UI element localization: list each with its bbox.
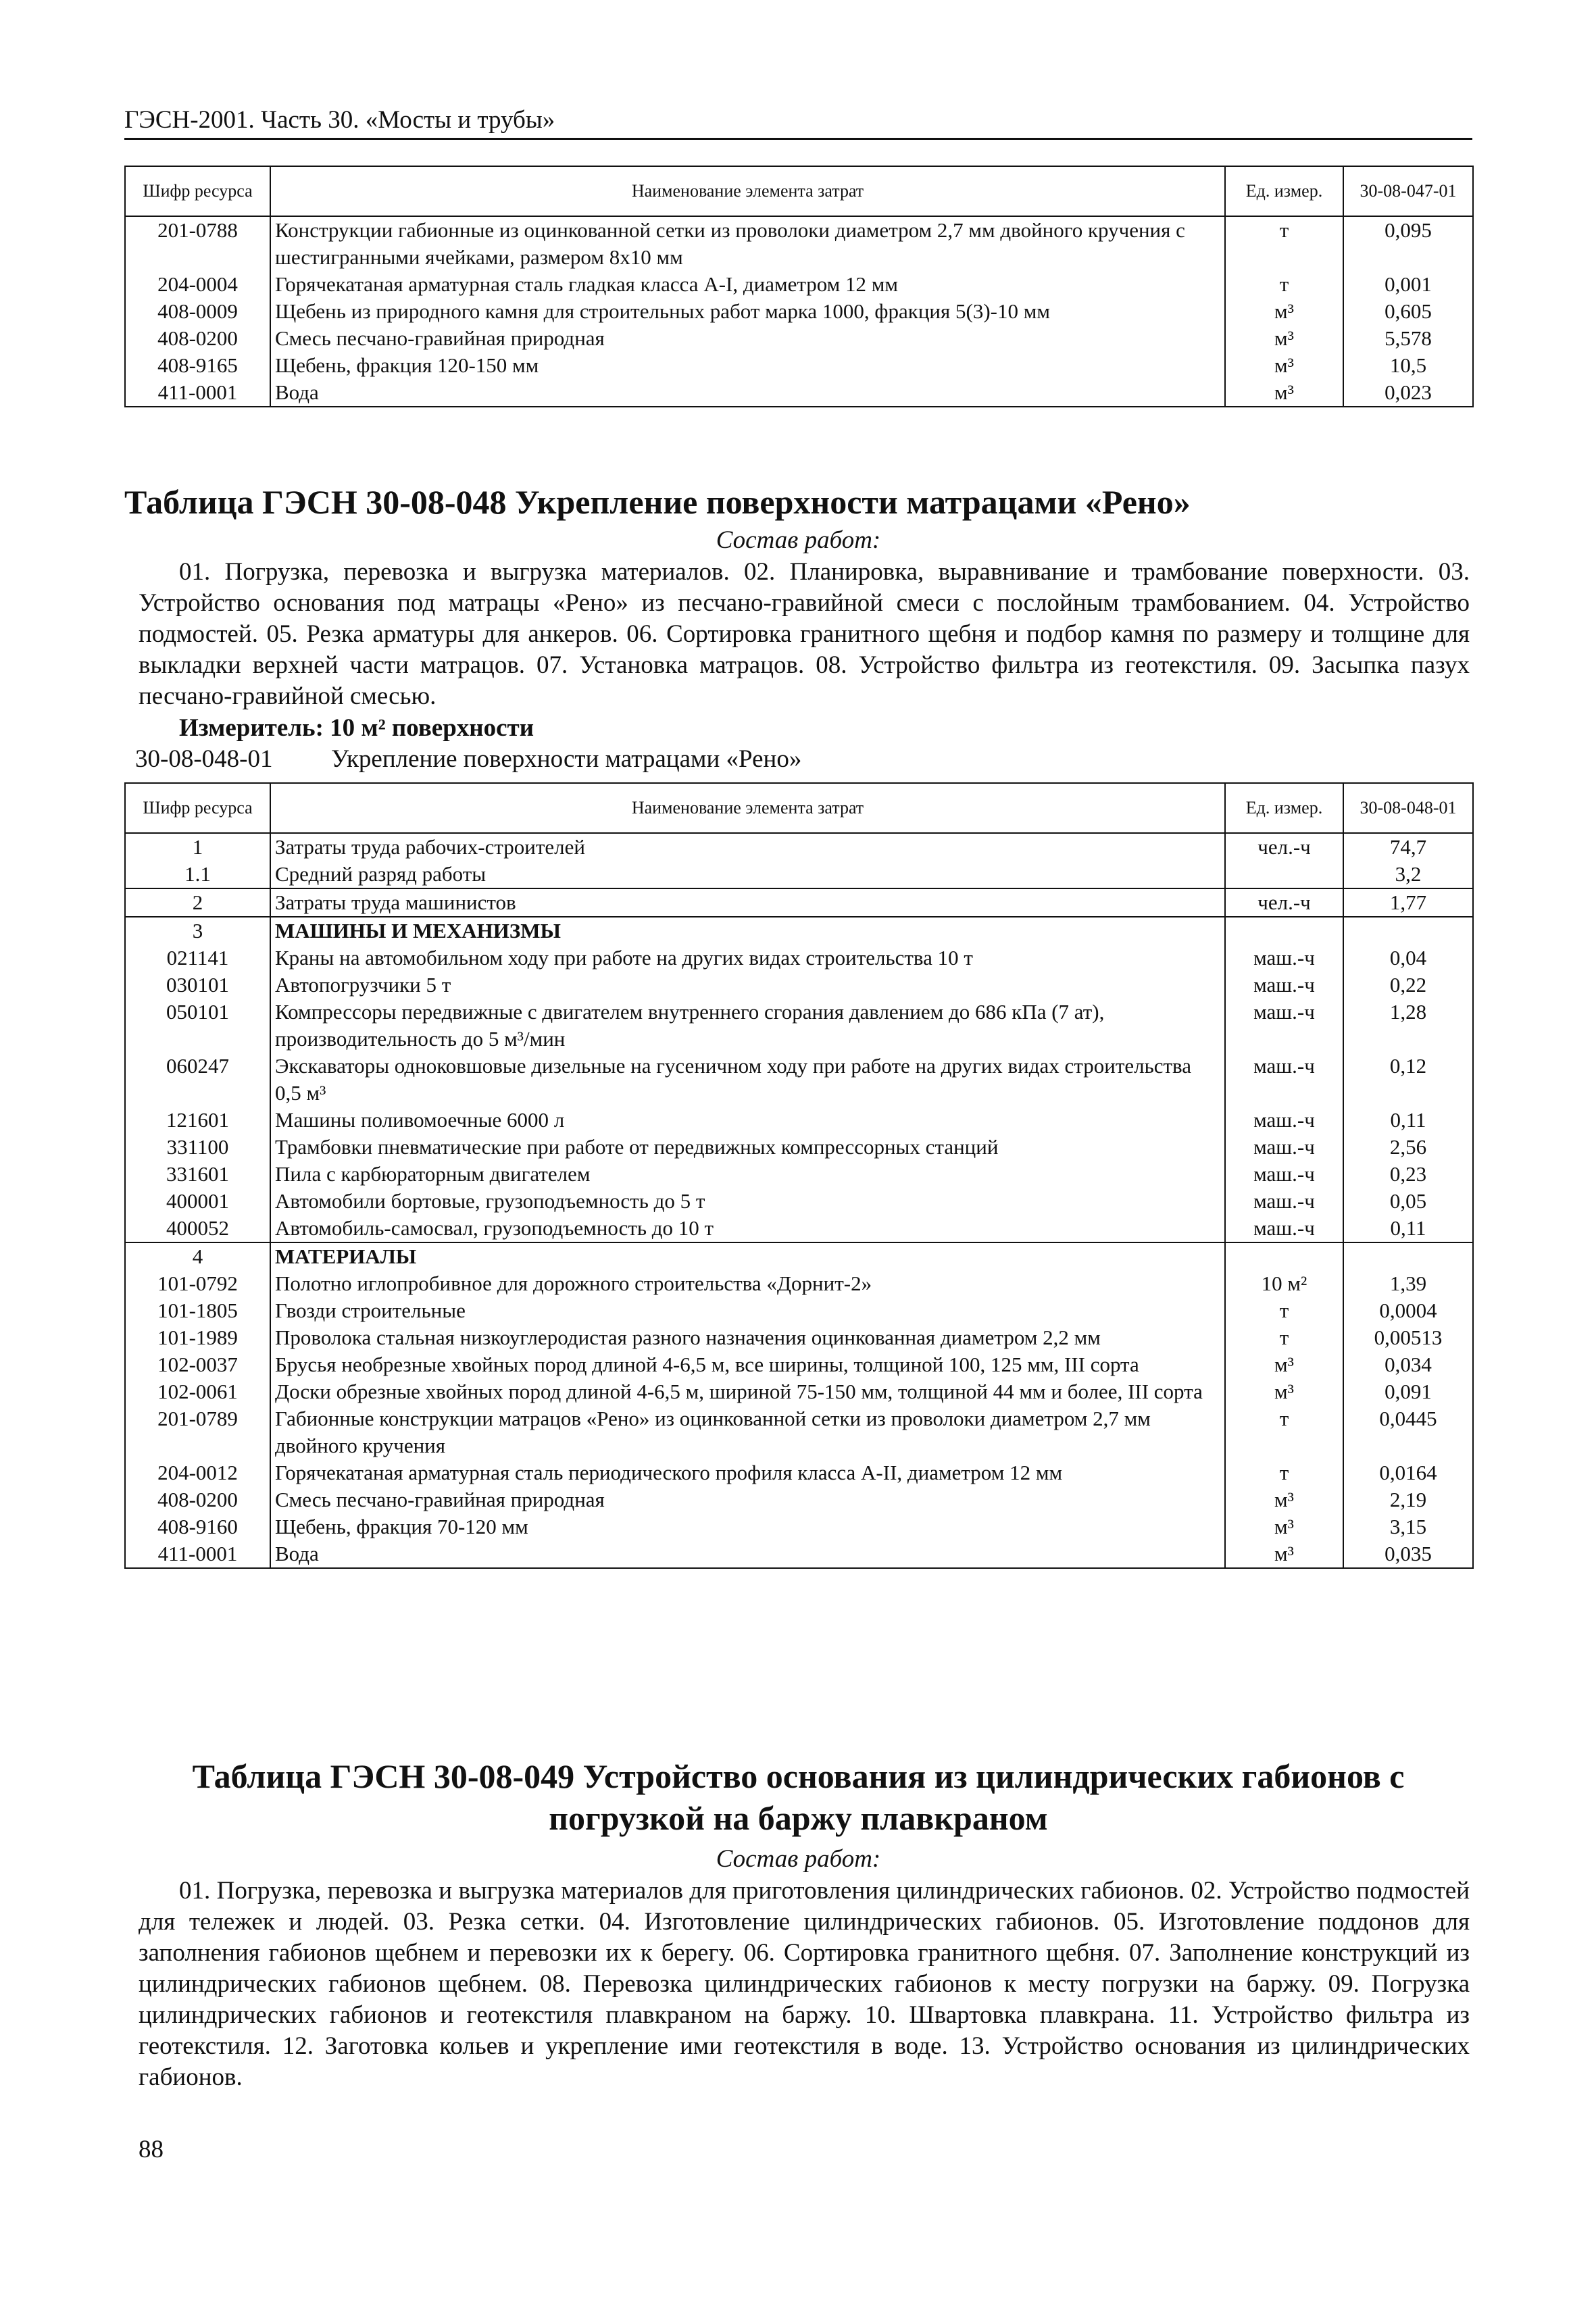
table-row — [125, 917, 1473, 945]
cell-unit: м³ — [1225, 1540, 1343, 1568]
cell-name: Машины поливомоечные 6000 л — [270, 1107, 1225, 1134]
section-title-049-line2: погрузкой на баржу плавкраном — [549, 1799, 1048, 1837]
cell-code: 050101 — [125, 999, 270, 1053]
cell-unit: т — [1225, 1405, 1343, 1459]
cell-unit: т — [1225, 271, 1343, 298]
table-row — [125, 271, 1473, 298]
cell-name: Краны на автомобильном ходу при работе на других видах строительства 10 т — [270, 945, 1225, 972]
cell-value: 2,56 — [1343, 1134, 1473, 1161]
cell-name: Брусья необрезные хвойных пород длиной 4-6,5 м, все ширины, толщиной 100, 125 мм, III сорта — [270, 1351, 1225, 1378]
cell-name: Проволока стальная низкоуглеродистая разного назначения оцинкованная диаметром 2,2 мм — [270, 1324, 1225, 1351]
table-row — [125, 379, 1473, 407]
cell-code: 3 — [125, 917, 270, 945]
cell-name: Затраты труда рабочих-строителей — [270, 833, 1225, 861]
table-row — [125, 945, 1473, 972]
table-row — [125, 1324, 1473, 1351]
resource-table-048 — [124, 782, 1474, 1569]
cell-unit: м³ — [1225, 379, 1343, 407]
cell-value — [1343, 1242, 1473, 1270]
cell-code: 331601 — [125, 1161, 270, 1188]
cell-name: Габионные конструкции матрацов «Рено» из оцинкованной сетки из проволоки диаметром 2,7 мм двойного кручения — [270, 1405, 1225, 1459]
cell-unit: м³ — [1225, 1378, 1343, 1405]
table-row — [125, 861, 1473, 888]
col-header-value: 30-08-047-01 — [1343, 166, 1473, 216]
cell-unit — [1225, 861, 1343, 888]
cell-value: 0,001 — [1343, 271, 1473, 298]
cell-value: 0,0164 — [1343, 1459, 1473, 1486]
composition-text: 01. Погрузка, перевозка и выгрузка материалов для приготовления цилиндрических габионов. 02. Устройство подмостей для тележек и людей. 03. Резка сетки. 04. Изготовление цилиндрических габионов. 05. Изготовление поддонов для заполнения габионов щебнем и перевозки их к берегу. 06. Сортировка гранитного щебня. 07. Заполнение конструкций из цилиндрических габионов щебнем. 08. Перевозка цилиндрических габионов к месту погрузки на баржу. 09. Погрузка цилиндрических габионов и геотекстиля плавкраном на баржу. 10. Швартовка плавкрана. 11. Устройство фильтра из геотекстиля. 12. Заготовка кольев и укрепление ими геотекстиля в воде. 13. Устройство основания из цилиндрических габионов. — [139, 1877, 1470, 2091]
cell-unit — [1225, 917, 1343, 945]
sub-item-code: 30-08-048-01 — [135, 745, 273, 773]
cell-name: МАШИНЫ И МЕХАНИЗМЫ — [270, 917, 1225, 945]
table-row — [125, 1297, 1473, 1324]
cell-unit: м³ — [1225, 1351, 1343, 1378]
table-row — [125, 1053, 1473, 1107]
cell-name: Щебень из природного камня для строительных работ марка 1000, фракция 5(3)-10 мм — [270, 298, 1225, 325]
composition-heading: Состав работ: — [716, 1845, 881, 1873]
cell-name: Автопогрузчики 5 т — [270, 972, 1225, 999]
table-row — [125, 1351, 1473, 1378]
cell-code: 400052 — [125, 1215, 270, 1242]
cell-unit: т — [1225, 216, 1343, 271]
cell-value: 0,0004 — [1343, 1297, 1473, 1324]
cell-code: 411-0001 — [125, 379, 270, 407]
cell-code: 1.1 — [125, 861, 270, 888]
cell-code: 400001 — [125, 1188, 270, 1215]
cell-name: Вода — [270, 1540, 1225, 1568]
cell-code: 060247 — [125, 1053, 270, 1107]
cell-code: 411-0001 — [125, 1540, 270, 1568]
table-row — [125, 298, 1473, 325]
cell-code: 331100 — [125, 1134, 270, 1161]
cell-value: 3,2 — [1343, 861, 1473, 888]
cell-code: 408-9160 — [125, 1513, 270, 1540]
cell-value: 10,5 — [1343, 352, 1473, 379]
cell-code: 2 — [125, 888, 270, 917]
cell-unit: чел.-ч — [1225, 833, 1343, 861]
cell-value: 0,23 — [1343, 1161, 1473, 1188]
cell-value: 0,091 — [1343, 1378, 1473, 1405]
cell-code: 4 — [125, 1242, 270, 1270]
col-header-unit: Ед. измер. — [1225, 166, 1343, 216]
cell-name: Пила с карбюраторным двигателем — [270, 1161, 1225, 1188]
cell-value: 0,035 — [1343, 1540, 1473, 1568]
table-row — [125, 325, 1473, 352]
cell-value: 0,095 — [1343, 216, 1473, 271]
sub-item-name: Укрепление поверхности матрацами «Рено» — [331, 745, 802, 773]
table-row — [125, 1161, 1473, 1188]
cell-value: 0,04 — [1343, 945, 1473, 972]
cell-unit: маш.-ч — [1225, 1161, 1343, 1188]
cell-name: Смесь песчано-гравийная природная — [270, 325, 1225, 352]
cell-value: 5,578 — [1343, 325, 1473, 352]
table-body — [125, 833, 1473, 1568]
cell-name: Компрессоры передвижные с двигателем внутреннего сгорания давлением до 686 кПа (7 ат), производительность до 5 м³/мин — [270, 999, 1225, 1053]
cell-value: 1,39 — [1343, 1270, 1473, 1297]
cell-name: Вода — [270, 379, 1225, 407]
col-header-value: 30-08-048-01 — [1343, 783, 1473, 833]
col-header-code: Шифр ресурса — [125, 166, 270, 216]
cell-name: Щебень, фракция 70-120 мм — [270, 1513, 1225, 1540]
cell-value: 0,605 — [1343, 298, 1473, 325]
cell-name: Средний разряд работы — [270, 861, 1225, 888]
cell-value: 0,034 — [1343, 1351, 1473, 1378]
sub-item-line — [135, 745, 801, 774]
cell-code: 204-0004 — [125, 271, 270, 298]
col-header-unit: Ед. измер. — [1225, 783, 1343, 833]
cell-code: 201-0789 — [125, 1405, 270, 1459]
cell-value: 1,28 — [1343, 999, 1473, 1053]
cell-name: Гвозди строительные — [270, 1297, 1225, 1324]
cell-unit: т — [1225, 1459, 1343, 1486]
cell-value: 0,11 — [1343, 1215, 1473, 1242]
cell-unit: маш.-ч — [1225, 1053, 1343, 1107]
cell-unit: маш.-ч — [1225, 1107, 1343, 1134]
table-row — [125, 833, 1473, 861]
cell-value: 1,77 — [1343, 888, 1473, 917]
cell-name: Автомобиль-самосвал, грузоподъемность до 10 т — [270, 1215, 1225, 1242]
cell-unit: т — [1225, 1297, 1343, 1324]
table-row — [125, 888, 1473, 917]
col-header-code: Шифр ресурса — [125, 783, 270, 833]
cell-code: 408-0200 — [125, 325, 270, 352]
cell-unit: чел.-ч — [1225, 888, 1343, 917]
cell-name: Экскаваторы одноковшовые дизельные на гусеничном ходу при работе на других видах строительства 0,5 м³ — [270, 1053, 1225, 1107]
cell-name: Щебень, фракция 120-150 мм — [270, 352, 1225, 379]
table-row — [125, 216, 1473, 271]
cell-unit — [1225, 1242, 1343, 1270]
meter-line: Измеритель: 10 м² поверхности — [179, 714, 534, 742]
table-row — [125, 1459, 1473, 1486]
table-row — [125, 1215, 1473, 1242]
table-row — [125, 972, 1473, 999]
cell-name: Смесь песчано-гравийная природная — [270, 1486, 1225, 1513]
cell-unit: м³ — [1225, 1486, 1343, 1513]
cell-unit: м³ — [1225, 352, 1343, 379]
cell-name: Конструкции габионные из оцинкованной сетки из проволоки диаметром 2,7 мм двойного кручения с шестигранными ячейками, размером 8х10 мм — [270, 216, 1225, 271]
cell-unit: маш.-ч — [1225, 1188, 1343, 1215]
table-row — [125, 1270, 1473, 1297]
table-row — [125, 1188, 1473, 1215]
cell-code: 121601 — [125, 1107, 270, 1134]
col-header-name: Наименование элемента затрат — [270, 166, 1225, 216]
cell-code: 030101 — [125, 972, 270, 999]
composition-text: 01. Погрузка, перевозка и выгрузка материалов. 02. Планировка, выравнивание и трамбование поверхности. 03. Устройство основания под матрацы «Рено» из песчано-гравийной смеси с послойным трамбованием. 04. Устройство подмостей. 05. Резка арматуры для анкеров. 06. Сортировка гранитного щебня и подбор камня по размеру и толщине для выкладки верхней части матрацов. 07. Установка матрацов. 08. Устройство фильтра из геотекстиля. 09. Засыпка пазух песчано-гравийной смесью. — [139, 558, 1470, 710]
page-number: 88 — [139, 2136, 164, 2163]
table-row — [125, 999, 1473, 1053]
cell-value: 0,0445 — [1343, 1405, 1473, 1459]
cell-code: 408-9165 — [125, 352, 270, 379]
cell-value: 0,22 — [1343, 972, 1473, 999]
cell-unit: м³ — [1225, 298, 1343, 325]
section-title-049-line1: Таблица ГЭСН 30-08-049 Устройство основания из цилиндрических габионов с — [192, 1757, 1405, 1795]
cell-unit: маш.-ч — [1225, 972, 1343, 999]
cell-code: 102-0037 — [125, 1351, 270, 1378]
section-title-048: Таблица ГЭСН 30-08-048 Укрепление поверхности матрацами «Рено» — [124, 483, 1191, 521]
table-row — [125, 1513, 1473, 1540]
cell-unit: 10 м² — [1225, 1270, 1343, 1297]
cell-code: 408-0009 — [125, 298, 270, 325]
table-row — [125, 1378, 1473, 1405]
col-header-name: Наименование элемента затрат — [270, 783, 1225, 833]
cell-name: Доски обрезные хвойных пород длиной 4-6,5 м, шириной 75-150 мм, толщиной 44 мм и более, III сорта — [270, 1378, 1225, 1405]
cell-value: 0,05 — [1343, 1188, 1473, 1215]
table-row — [125, 1540, 1473, 1568]
cell-unit: м³ — [1225, 325, 1343, 352]
cell-code: 101-1805 — [125, 1297, 270, 1324]
cell-name: Трамбовки пневматические при работе от передвижных компрессорных станций — [270, 1134, 1225, 1161]
composition-heading: Состав работ: — [716, 526, 881, 554]
cell-code: 021141 — [125, 945, 270, 972]
cell-name: МАТЕРИАЛЫ — [270, 1242, 1225, 1270]
table-body — [125, 216, 1473, 407]
cell-code: 1 — [125, 833, 270, 861]
cell-unit: т — [1225, 1324, 1343, 1351]
cell-value: 3,15 — [1343, 1513, 1473, 1540]
table-row — [125, 1134, 1473, 1161]
cell-value: 0,11 — [1343, 1107, 1473, 1134]
cell-name: Горячекатаная арматурная сталь гладкая класса А-I, диаметром 12 мм — [270, 271, 1225, 298]
resource-table-047 — [124, 166, 1474, 407]
table-row — [125, 1405, 1473, 1459]
cell-unit: маш.-ч — [1225, 945, 1343, 972]
cell-value: 0,00513 — [1343, 1324, 1473, 1351]
table-row — [125, 1486, 1473, 1513]
cell-name: Полотно иглопробивное для дорожного строительства «Дорнит-2» — [270, 1270, 1225, 1297]
cell-name: Автомобили бортовые, грузоподъемность до 5 т — [270, 1188, 1225, 1215]
cell-code: 101-1989 — [125, 1324, 270, 1351]
cell-unit: маш.-ч — [1225, 1215, 1343, 1242]
cell-unit: м³ — [1225, 1513, 1343, 1540]
cell-value: 74,7 — [1343, 833, 1473, 861]
table-row — [125, 1107, 1473, 1134]
cell-value: 0,023 — [1343, 379, 1473, 407]
cell-code: 101-0792 — [125, 1270, 270, 1297]
cell-code: 204-0012 — [125, 1459, 270, 1486]
cell-code: 201-0788 — [125, 216, 270, 271]
cell-code: 102-0061 — [125, 1378, 270, 1405]
running-header: ГЭСН-2001. Часть 30. «Мосты и трубы» — [124, 105, 1472, 140]
cell-unit: маш.-ч — [1225, 1134, 1343, 1161]
cell-value — [1343, 917, 1473, 945]
cell-code: 408-0200 — [125, 1486, 270, 1513]
cell-unit: маш.-ч — [1225, 999, 1343, 1053]
cell-value: 2,19 — [1343, 1486, 1473, 1513]
cell-name: Горячекатаная арматурная сталь периодического профиля класса А-II, диаметром 12 мм — [270, 1459, 1225, 1486]
table-row — [125, 352, 1473, 379]
cell-value: 0,12 — [1343, 1053, 1473, 1107]
table-row — [125, 1242, 1473, 1270]
cell-name: Затраты труда машинистов — [270, 888, 1225, 917]
